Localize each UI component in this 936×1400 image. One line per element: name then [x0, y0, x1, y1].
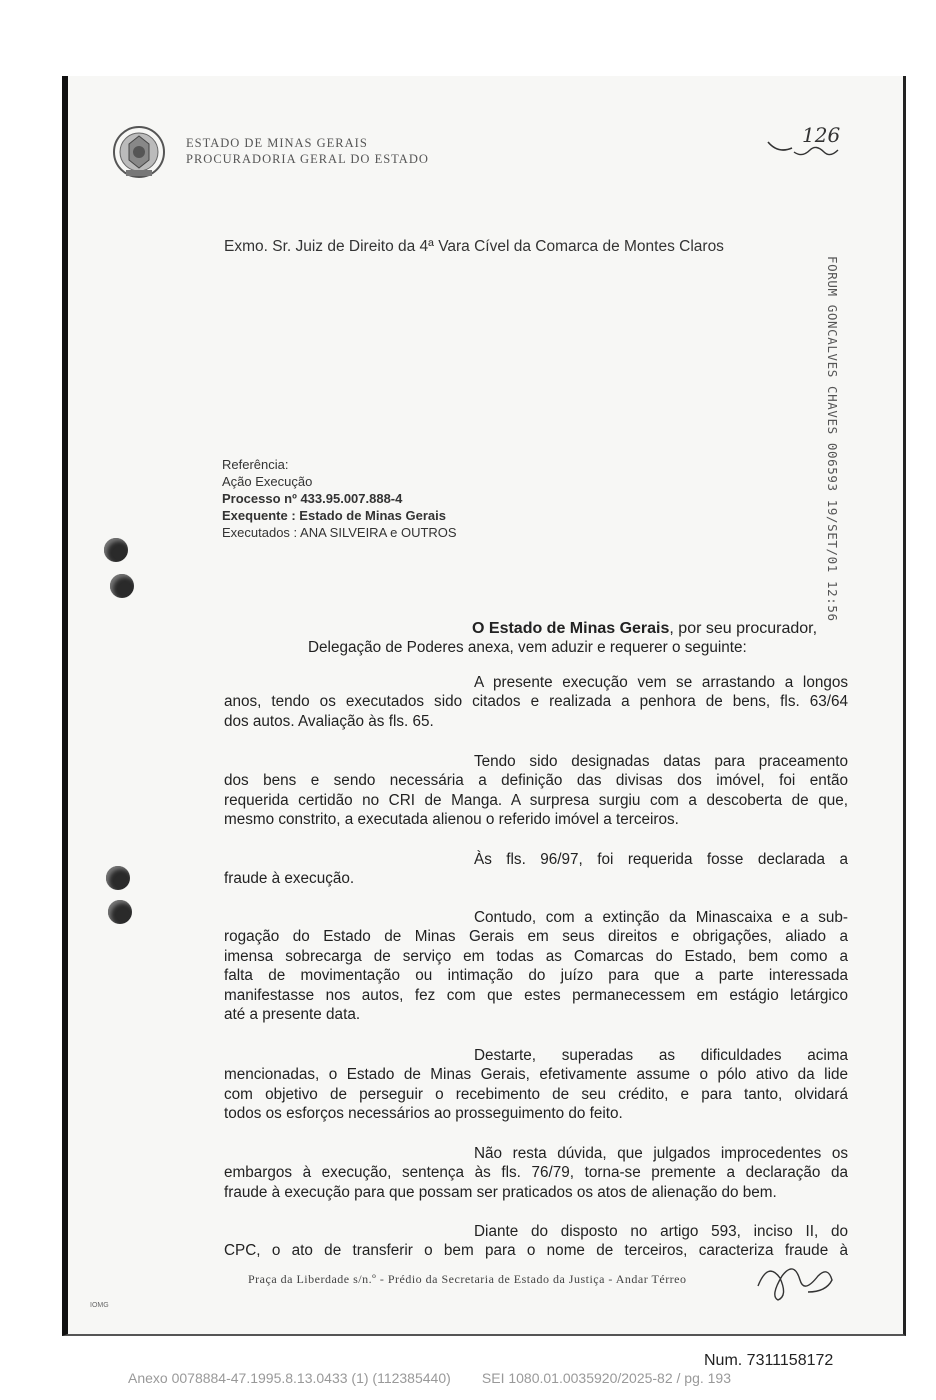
paragraph-4-line-4: falta de movimentação ou intimação do juízo para que a parte interessada: [224, 967, 848, 985]
paragraph-3-line-2: fraude à execução.: [224, 870, 355, 888]
document-number: Num. 7311158172: [704, 1352, 834, 1369]
header-line-state: ESTADO DE MINAS GERAIS: [186, 136, 368, 150]
intro-party: O Estado de Minas Gerais: [472, 620, 670, 637]
intro-rest: , por seu procurador,: [669, 620, 818, 637]
svg-text:126: 126: [802, 123, 841, 147]
paragraph-6-line-2: embargos à execução, sentença às fls. 76/79, torna-se premente a declaração da: [224, 1164, 848, 1182]
paragraph-7-line-2: CPC, o ato de transferir o bem para o nome de terceiros, caracteriza fraude à: [224, 1242, 848, 1260]
paragraph-5-line-3: com objetivo de perseguir o recebimento de seu crédito, e para tanto, olvidará: [224, 1085, 848, 1103]
punch-hole: [106, 866, 130, 890]
intro-line-1: [472, 619, 817, 638]
paragraph-3-line-1: Às fls. 96/97, foi requerida fosse declarada a: [474, 851, 848, 868]
paragraph-2-line-3: requerida certidão no CRI de Manga. A surpresa surgiu com a descoberta de que,: [224, 791, 848, 809]
paragraph-4-line-1: Contudo, com a extinção da Minascaixa e a sub-: [474, 909, 848, 926]
paragraph-4-line-5: manifestasse nos autos, fez com que estes permanecessem em estágio letárgico: [224, 986, 848, 1004]
intro-line-2: Delegação de Poderes anexa, vem aduzir e requerer o seguinte:: [308, 639, 747, 656]
court-receipt-stamp: FORUM GONCALVES CHAVES 006593 19/SET/01 12:56: [825, 256, 840, 622]
annex-line: Anexo 0078884-47.1995.8.13.0433 (1) (112385440) SEI 1080.01.0035920/2025-82 / pg. 193: [128, 1370, 731, 1386]
paragraph-1-line-1: A presente execução vem se arrastando a longos: [474, 674, 848, 691]
reference-label: Referência:: [222, 457, 289, 472]
paragraph-6-line-1: Não resta dúvida, que julgados improcedentes os: [474, 1145, 848, 1162]
paragraph-2-line-4: mesmo constrito, a executada alienou o referido imóvel a terceiros.: [224, 811, 679, 829]
coat-of-arms-seal: [112, 124, 166, 182]
document-page: [62, 76, 906, 1336]
paragraph-5-line-1: Destarte, superadas as dificuldades acima: [474, 1047, 848, 1064]
reference-defendants: Executados : ANA SILVEIRA e OUTROS: [222, 525, 457, 540]
paragraph-1-line-3: dos autos. Avaliação às fls. 65.: [224, 712, 434, 730]
paragraph-4-line-2: rogação do Estado de Minas Gerais em seus direitos e obrigações, aliado a: [224, 928, 848, 946]
handwritten-page-mark: [758, 122, 858, 167]
paragraph-1-line-2: anos, tendo os executados sido citados e realizada a penhora de bens, fls. 63/64: [224, 693, 848, 711]
signature: [748, 1256, 838, 1306]
punch-hole: [110, 574, 134, 598]
paragraph-2-line-2: dos bens e sendo necessária a definição das divisas dos imóvel, foi então: [224, 772, 848, 790]
punch-hole: [108, 900, 132, 924]
paragraph-2-line-1: Tendo sido designadas datas para praceamento: [474, 753, 848, 770]
printer-mark: IOMG: [90, 1302, 109, 1309]
reference-plaintiff: Exequente : Estado de Minas Gerais: [222, 508, 446, 523]
paragraph-6-line-3: fraude à execução para que possam ser praticados os atos de alienação do bem.: [224, 1183, 777, 1201]
paragraph-7-line-1: Diante do disposto no artigo 593, inciso II, do: [474, 1223, 848, 1240]
addressee: Exmo. Sr. Juiz de Direito da 4ª Vara Cível da Comarca de Montes Claros: [224, 238, 724, 255]
header-line-procuradoria: PROCURADORIA GERAL DO ESTADO: [186, 152, 429, 166]
address-footer: Praça da Liberdade s/n.º - Prédio da Secretaria de Estado da Justiça - Andar Térreo: [248, 1272, 687, 1286]
paragraph-4-line-3: imensa sobrecarga de serviço em todas as Comarcas do Estado, bem como a: [224, 947, 848, 965]
paragraph-5-line-2: mencionadas, o Estado de Minas Gerais, efetivamente assume o pólo ativo da lide: [224, 1066, 848, 1084]
paragraph-5-line-4: todos os esforços necessários ao prosseguimento do feito.: [224, 1105, 623, 1123]
punch-hole: [104, 538, 128, 562]
reference-action: Ação Execução: [222, 474, 313, 489]
paragraph-4-line-6: até a presente data.: [224, 1006, 361, 1023]
reference-process: Processo nº 433.95.007.888-4: [222, 491, 403, 506]
